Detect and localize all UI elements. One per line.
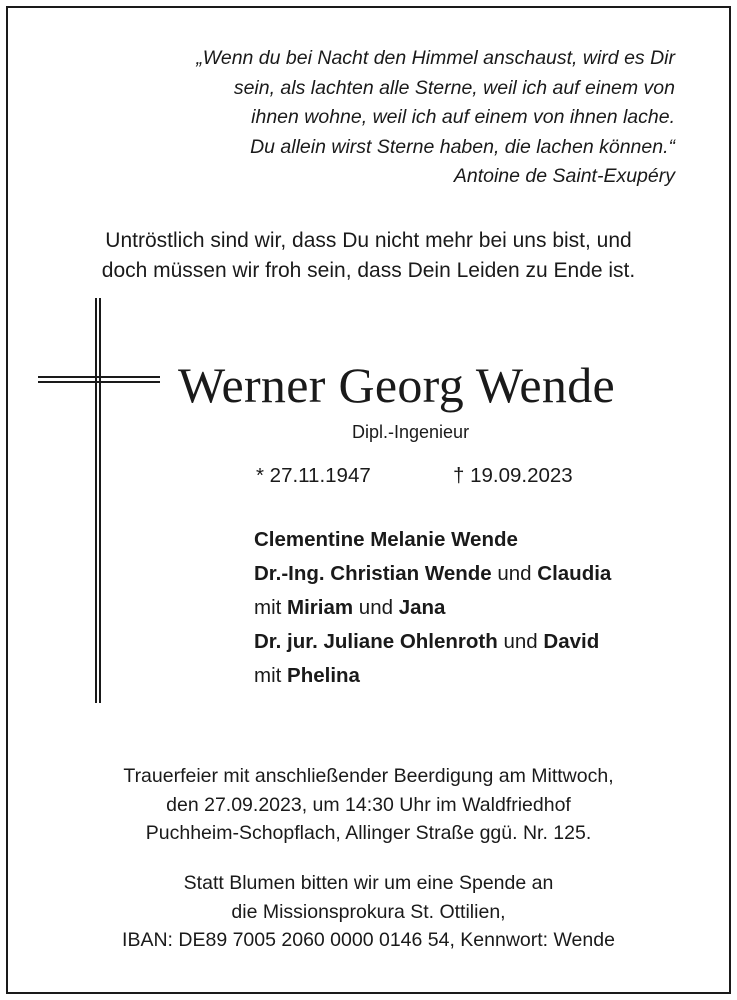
cross-icon-vertical bbox=[95, 298, 101, 703]
family-line bbox=[254, 625, 611, 659]
donation-line: IBAN: DE89 7005 2060 0000 0146 54, Kennwort: Wende bbox=[122, 929, 615, 951]
family-member: Clementine Melanie Wende bbox=[254, 528, 518, 551]
family-member: Dr. jur. Juliane Ohlenroth bbox=[254, 630, 498, 653]
family-member: Jana bbox=[398, 596, 446, 619]
family-member: David bbox=[543, 630, 600, 653]
donation-info bbox=[0, 869, 737, 955]
family-line bbox=[254, 523, 611, 557]
quote-line: sein, als lachten alle Sterne, weil ich auf einem von bbox=[233, 76, 675, 99]
quote-line: „Wenn du bei Nacht den Himmel anschaust, wird es Dir bbox=[196, 47, 675, 69]
ceremony-line: den 27.09.2023, um 14:30 Uhr im Waldfriedhof bbox=[166, 793, 571, 816]
family-joiner: und bbox=[497, 630, 544, 653]
family-member: Miriam bbox=[287, 596, 354, 619]
ceremony-line: Trauerfeier mit anschließender Beerdigung am Mittwoch, bbox=[123, 765, 614, 787]
family-joiner: und bbox=[491, 562, 538, 585]
family-member: Claudia bbox=[537, 562, 612, 585]
family-line bbox=[254, 659, 611, 693]
family-prefix: mit bbox=[254, 596, 288, 619]
quote-author: Antoine de Saint-Exupéry bbox=[453, 165, 675, 187]
quote-block bbox=[55, 44, 675, 192]
deceased-title: Dipl.-Ingenieur bbox=[352, 422, 470, 442]
donation-line: die Missionsprokura St. Ottilien, bbox=[231, 900, 506, 923]
donation-line: Statt Blumen bitten wir um eine Spende an bbox=[183, 872, 554, 894]
deceased-name: Werner Georg Wende bbox=[178, 357, 615, 413]
intro-text bbox=[0, 226, 737, 286]
quote-line: ihnen wohne, weil ich auf einem von ihnen lache. bbox=[251, 106, 675, 128]
cross-icon-horizontal bbox=[38, 376, 160, 383]
family-list bbox=[254, 523, 611, 693]
family-line bbox=[254, 557, 611, 591]
intro-line: Untröstlich sind wir, dass Du nicht mehr bei uns bist, und bbox=[105, 229, 632, 252]
family-line bbox=[254, 591, 611, 625]
intro-line: doch müssen wir froh sein, dass Dein Leiden zu Ende ist. bbox=[101, 259, 636, 282]
ceremony-info bbox=[0, 762, 737, 848]
family-member: Dr.-Ing. Christian Wende bbox=[254, 562, 492, 585]
family-joiner: und bbox=[353, 596, 399, 619]
birth-date: * 27.11.1947 bbox=[256, 464, 371, 487]
quote-line: Du allein wirst Sterne haben, die lachen können.“ bbox=[250, 135, 675, 158]
family-member: Phelina bbox=[287, 664, 360, 687]
ceremony-line: Puchheim-Schopflach, Allinger Straße ggü. Nr. 125. bbox=[145, 822, 592, 844]
family-prefix: mit bbox=[254, 664, 288, 687]
death-date: † 19.09.2023 bbox=[453, 464, 573, 487]
